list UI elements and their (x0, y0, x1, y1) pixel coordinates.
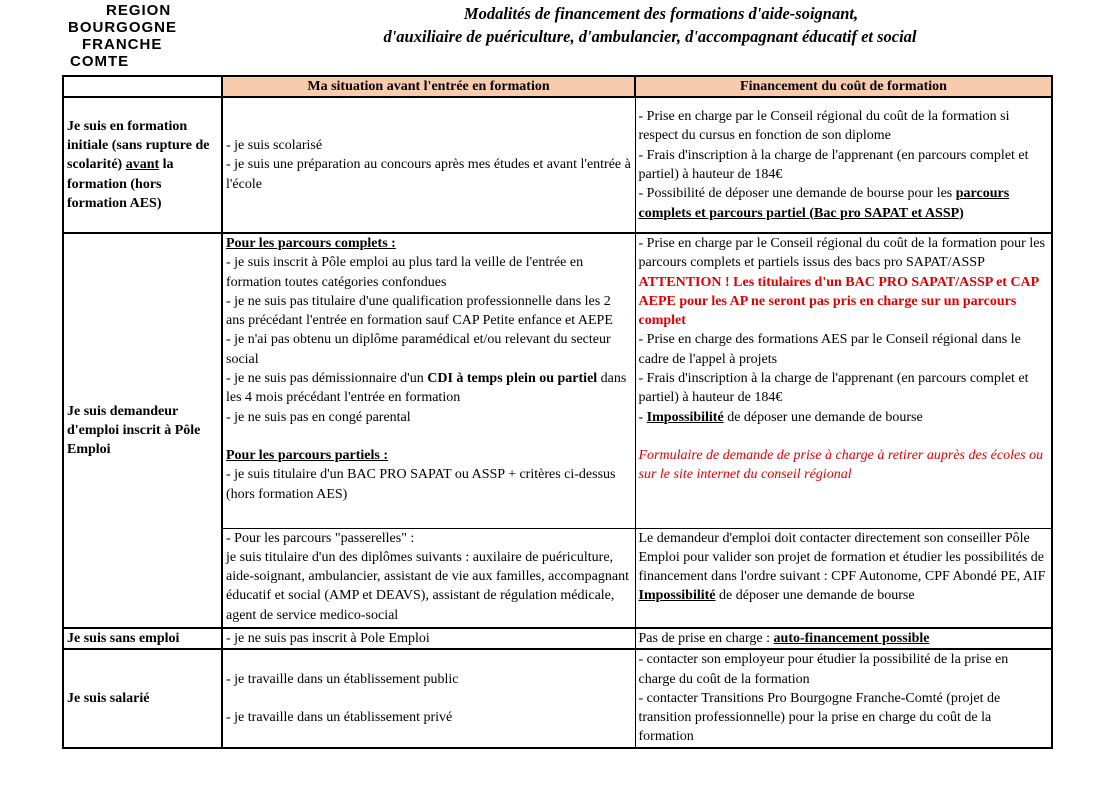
header-financement: Financement du coût de formation (635, 76, 1052, 97)
complets-title: Pour les parcours complets : (226, 236, 396, 251)
list-item (639, 408, 1049, 427)
partiels-title: Pour les parcours partiels : (226, 447, 389, 463)
list-item: - je suis inscrit à Pôle emploi au plus tard la veille de l'entrée en formation toutes catégories confondues (226, 255, 584, 290)
list-item: - je suis une préparation au concours après mes études et avant l'entrée à l'école (226, 157, 631, 192)
logo-line-bourgogne: BOURGOGNE (68, 19, 178, 36)
region-logo (68, 2, 198, 70)
row2-financement (635, 233, 1052, 528)
table-row-sans-emploi (63, 628, 1052, 649)
list-item: - Prise en charge par le Conseil régional du coût de la formation si respect du cursus en fonction de son diplome (638, 109, 1010, 144)
fin4-dash: - (638, 409, 647, 425)
list-item: - Pour les parcours "passerelles" : (226, 530, 415, 546)
table-row-formation-initiale (63, 97, 1052, 233)
logo-line-franche: FRANCHE (82, 36, 163, 53)
list-item: - Prise en charge des formations AES par le Conseil régional dans le cadre de l'appel à projets (638, 332, 1021, 367)
list-item: - contacter Transitions Pro Bourgogne Franche-Comté (projet de transition professionnelle) pour la prise en charge du coût de la formation (638, 690, 1001, 745)
table-row-salarie (63, 649, 1052, 747)
list-item: - je travaille dans un établissement public (226, 671, 459, 687)
list-item: - Frais d'inscription à la charge de l'apprenant (en parcours complet et partiel) à hauteur de 184€ (638, 371, 1029, 406)
logo-line-region: REGION (106, 2, 172, 19)
cdi-text-bold: CDI à temps plein ou partiel (427, 371, 598, 387)
row4-financement (635, 628, 1052, 649)
row1-financement (635, 97, 1052, 233)
row1-situation (222, 97, 635, 233)
spacer (226, 689, 632, 708)
row-label-formation-initiale (63, 97, 222, 233)
cdi-text-a: - je ne suis pas démissionnaire d'un (226, 371, 428, 387)
list-item: - je n'ai pas obtenu un diplôme paramédical et/ou relevant du secteur social (226, 332, 611, 367)
list-item: - contacter son employeur pour étudier la possibilité de la prise en charge du coût de la formation (638, 652, 1009, 687)
header-situation: Ma situation avant l'entrée en formation (222, 76, 635, 97)
list-item: - je ne suis pas en congé parental (226, 409, 411, 425)
fin4-text: de déposer une demande de bourse (723, 409, 923, 425)
logo-line-comte: COMTE (70, 53, 130, 70)
attention-warning: ATTENTION ! Les titulaires d'un BAC PRO SAPAT/ASSP et CAP AEPE pour les AP ne seront pas pris en charge sur un parcours complet (638, 274, 1039, 329)
row3-text: de déposer une demande de bourse (715, 588, 915, 604)
row2-situation (222, 233, 635, 528)
row4-situation: - je ne suis pas inscrit à Pole Emploi (222, 628, 635, 649)
list-item: - Prise en charge par le Conseil régional du coût de la formation pour les parcours complets et partiels issus des bacs pro SAPAT/ASSP (638, 236, 1045, 271)
table-row-demandeur-emploi (63, 233, 1052, 528)
list-item: - je suis scolarisé (226, 138, 323, 154)
fin4-emphasis: Impossibilité (646, 409, 724, 425)
row1-bourse-text: - Possibilité de déposer une demande de bourse pour les (638, 186, 956, 202)
row5-financement (635, 649, 1052, 747)
row1-label-part-b: la formation (hors formation AES) (67, 157, 174, 211)
row4-emphasis: auto-financement possible (773, 631, 930, 646)
row4-text: Pas de prise en charge : (638, 631, 774, 646)
title-line-2: d'auxiliaire de puériculture, d'ambulancier, d'accompagnant éducatif et social (383, 27, 917, 46)
formulaire-note: Formulaire de demande de prise à charge à retirer auprès des écoles ou sur le site internet du conseil régional (638, 447, 1044, 483)
list-item: - je suis titulaire d'un BAC PRO SAPAT ou ASSP + critères ci-dessus (hors formation AES) (226, 467, 616, 502)
list-item: - je travaille dans un établissement privé (226, 710, 453, 726)
header-blank-cell (63, 76, 222, 97)
list-item: Le demandeur d'emploi doit contacter directement son conseiller Pôle Emploi pour valider son projet de formation et étudier les possibilités de financement dans l'ordre suivant : CPF Autonome, CPF Abondé PE, AIF (638, 530, 1046, 585)
row3-emphasis: Impossibilité (638, 588, 716, 604)
list-item (639, 586, 1049, 605)
list-item: je suis titulaire d'un des diplômes suivants : auxilaire de puériculture, aide-soignant, ambulancier, assistant de vie aux familles, accompagnant éducatif et social (AMP et DEAVS), assistant de régulation médicale, agent de service medico-social (226, 549, 629, 623)
row1-bourse-emphasis: parcours complets et parcours partiel (Bac pro SAPAT et ASSP) (638, 186, 1010, 221)
spacer (226, 427, 632, 446)
list-item: - Frais d'inscription à la charge de l'apprenant (en parcours complet et partiel) à hauteur de 184€ (638, 147, 1029, 182)
row-label-demandeur-emploi: Je suis demandeur d'emploi inscrit à Pôle Emploi (63, 233, 222, 628)
row3-financement (635, 528, 1052, 628)
row1-label-underlined: avant (125, 157, 160, 173)
list-item (639, 184, 1049, 223)
spacer (639, 427, 1049, 446)
row-label-salarie: Je suis salarié (63, 649, 222, 747)
title-line-1: Modalités de financement des formations d'aide-soignant, (463, 4, 859, 23)
cdi-text-c: dans les 4 mois précédant l'entrée en formation (226, 371, 627, 406)
funding-table (62, 75, 1053, 749)
row5-situation (222, 649, 635, 747)
list-item (226, 369, 632, 408)
row3-situation (222, 528, 635, 628)
row1-label-part-a: Je suis en formation initiale (sans rupture de scolarité) (67, 118, 210, 173)
row-label-sans-emploi: Je suis sans emploi (63, 628, 222, 649)
table-header-row (63, 76, 1052, 97)
page-title (300, 2, 1000, 48)
list-item: - je ne suis pas titulaire d'une qualification professionnelle dans les 2 ans précédant l'entrée en formation sauf CAP Petite enfance et AEPE (226, 293, 613, 329)
